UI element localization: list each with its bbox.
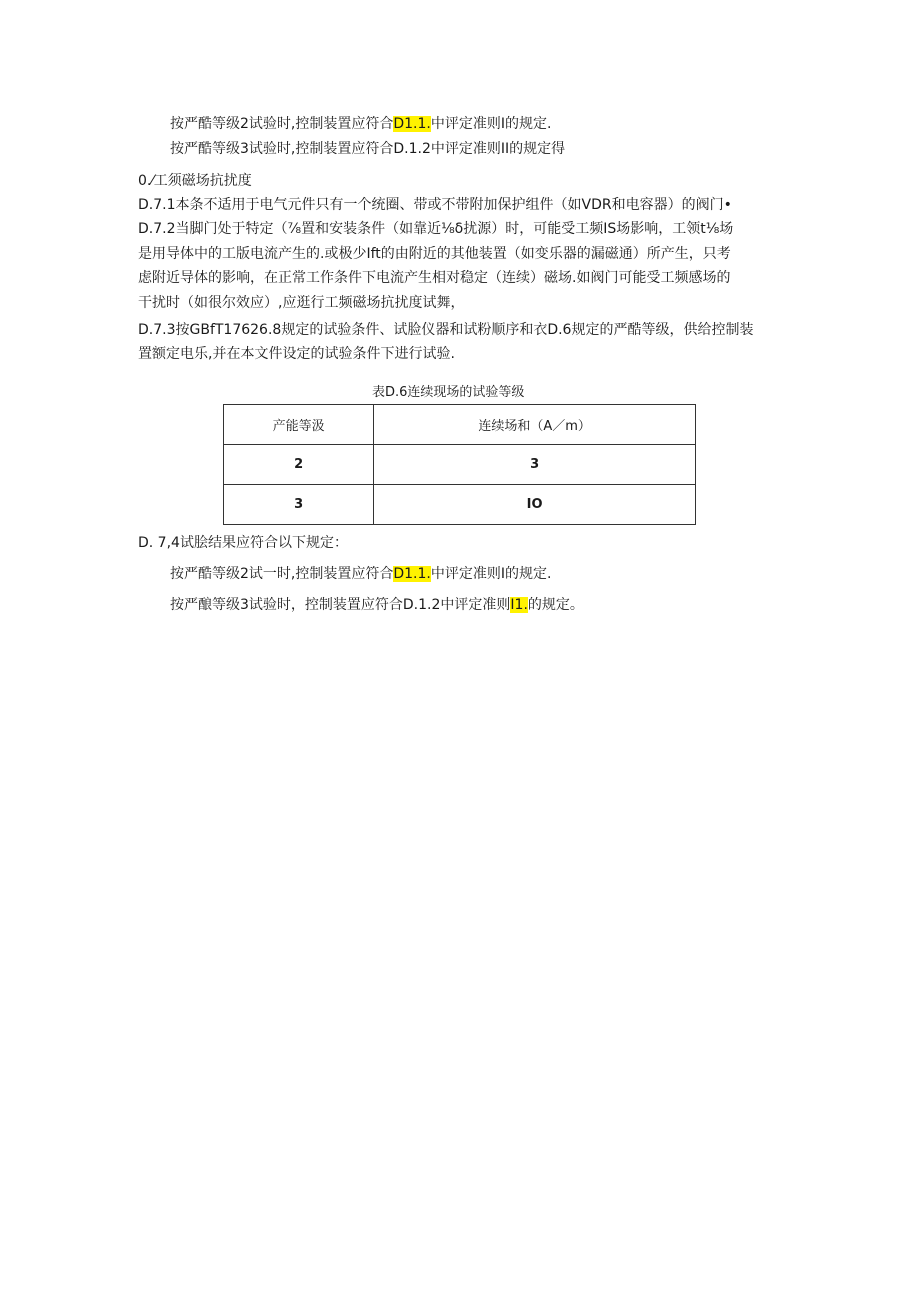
column-header-field-strength: 连续场和（A／m） bbox=[374, 405, 696, 445]
paragraph-d72-line1: D.7.2当脚门处于特定（⅞置和安装条件（如靠近⅛δ扰源）时，可能受工频IS场影响，工领t⅛场 bbox=[138, 221, 734, 237]
column-header-severity: 产能等汲 bbox=[224, 405, 374, 445]
paragraph-severity-3: 按严酷等级3试验时,控制装置应符合D.1.2中评定准则II的规定得 bbox=[170, 141, 566, 157]
table-cell: 3 bbox=[224, 485, 374, 525]
section-heading: 0.⁄工须磁场抗扰度 bbox=[138, 173, 252, 189]
paragraph-d73-line2: 置额定电乐,并在本文件设定的试验条件下进行试验. bbox=[138, 346, 455, 362]
table-cell: 3 bbox=[374, 445, 696, 485]
paragraph-d71: D.7.1本条不适用于电气元件只有一个统圈、带或不带附加保护组件（如VDR和电容器）的阀门• bbox=[138, 197, 732, 213]
test-level-table bbox=[223, 404, 696, 525]
highlighted-reference: I1. bbox=[510, 597, 528, 613]
table-cell: 2 bbox=[224, 445, 374, 485]
table-header-row bbox=[224, 405, 696, 445]
highlighted-reference: D1.1. bbox=[393, 116, 431, 132]
paragraph-d72-line3: 虑附近导体的影响，在正常工作条件下电流产生相对稳定（连续）磁场.如阀门可能受工频感场的 bbox=[138, 270, 731, 286]
paragraph-result-severity-3 bbox=[170, 595, 584, 615]
paragraph-d72-line4: 干扰时（如很尔效应）,应逛行工频磁场抗扰度试舞， bbox=[138, 295, 465, 311]
paragraph-text: 按严酿等级3试验时，控制装置应符合D.1.2中评定准则 bbox=[170, 597, 511, 613]
paragraph-text: 按严酷等级2试一时,控制装置应符合 bbox=[170, 566, 394, 582]
paragraph-severity-2 bbox=[170, 114, 551, 134]
table-row bbox=[224, 445, 696, 485]
highlighted-reference: D1.1. bbox=[393, 566, 431, 582]
table-cell: IO bbox=[374, 485, 696, 525]
paragraph-text: 中评定准则I的规定. bbox=[430, 116, 552, 132]
table-caption: 表D.6连续现场的试验等级 bbox=[372, 385, 525, 400]
paragraph-text: 的规定。 bbox=[527, 597, 584, 613]
paragraph-d73-line1: D.7.3按GBfT17626.8规定的试验条件、试脸仪器和试粉顺序和衣D.6规定的严酷等级，供给控制装 bbox=[138, 322, 754, 338]
paragraph-d72-line2: 是用导体中的工版电流产生的.或极少Ift的由附近的其他装置（如变乐器的漏磁通）所产生，只考 bbox=[138, 246, 731, 262]
paragraph-result-severity-2 bbox=[170, 564, 551, 584]
table-row bbox=[224, 485, 696, 525]
paragraph-d74: D. 7,4试脍结果应符合以下规定： bbox=[138, 535, 348, 551]
paragraph-text: 中评定准则I的规定. bbox=[430, 566, 552, 582]
paragraph-text: 按严酷等级2试验时,控制装置应符合 bbox=[170, 116, 394, 132]
